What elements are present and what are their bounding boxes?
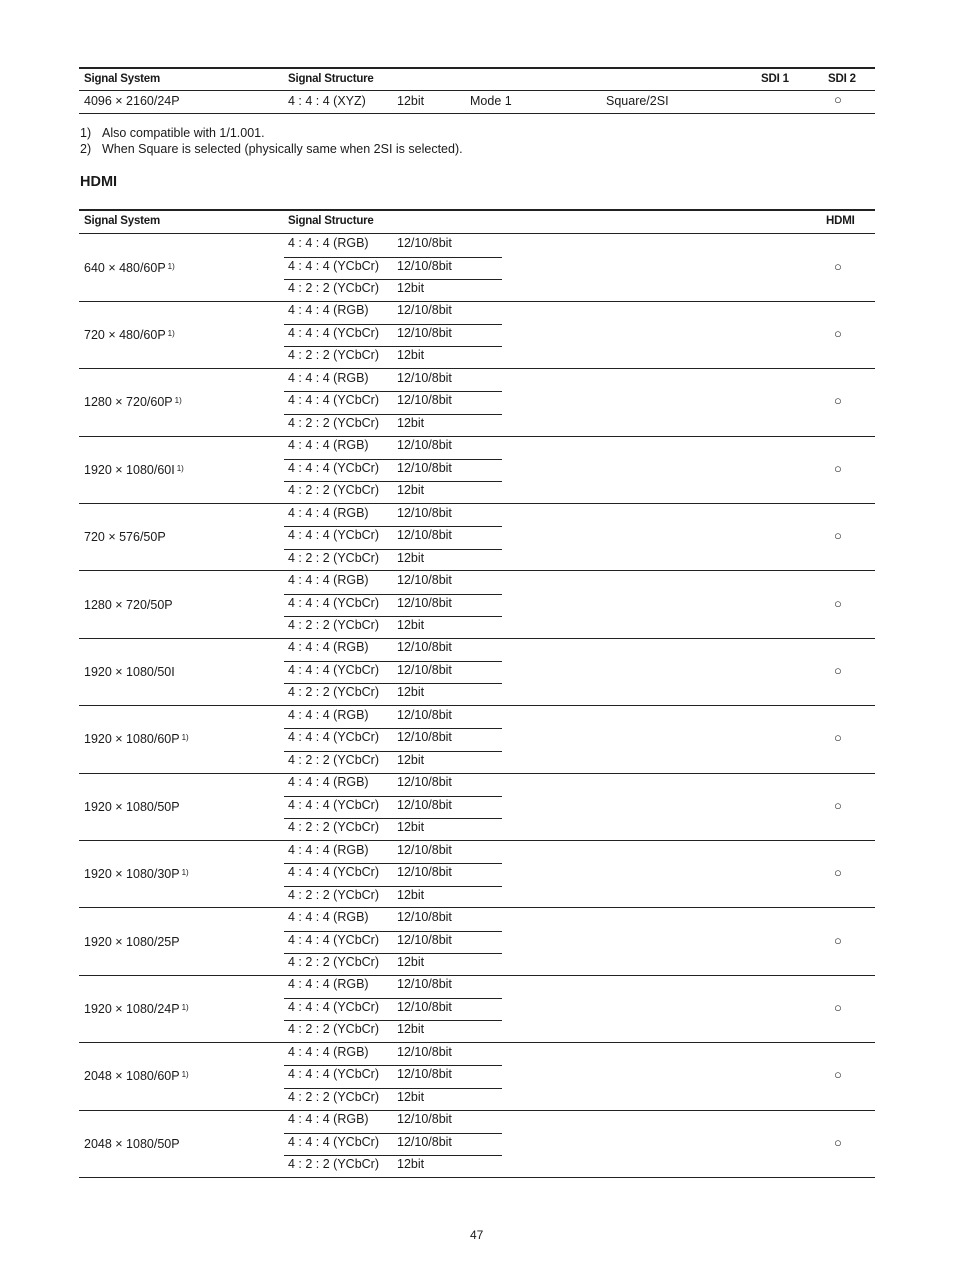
- structure-format: 4 : 2 : 2 (YCbCr): [288, 483, 379, 498]
- structure-format: 4 : 4 : 4 (RGB): [288, 910, 369, 924]
- structure-format: 4 : 4 : 4 (YCbCr): [288, 662, 379, 677]
- signal-system-cell: [84, 866, 189, 884]
- structure-format: 4 : 4 : 4 (YCbCr): [288, 865, 379, 880]
- structure-bits: 12bit: [397, 820, 425, 835]
- structure-format: 4 : 4 : 4 (RGB): [288, 236, 369, 250]
- footnote-ref: 1): [181, 733, 189, 743]
- structure-format: 4 : 2 : 2 (YCbCr): [288, 415, 379, 430]
- structure-bits: 12bit: [397, 955, 425, 969]
- structure-bits: 12/10/8bit: [397, 595, 452, 610]
- structure-bits: 12/10/8bit: [397, 460, 452, 475]
- structure-bits: 12bit: [397, 752, 425, 767]
- table-row: [0, 1110, 954, 1177]
- signal-system-label: 720 × 480/60P: [84, 328, 166, 343]
- table-row: [0, 571, 954, 638]
- table-row: [0, 301, 954, 368]
- sdi-row-transport: Square/2SI: [606, 94, 669, 108]
- hdmi-supported-circle-icon: ○: [834, 528, 842, 544]
- sdi-header-sdi2: SDI 2: [828, 73, 856, 85]
- structure-bits: 12/10/8bit: [397, 325, 452, 340]
- signal-system-label: 1920 × 1080/60I: [84, 462, 175, 477]
- structure-bits: 12/10/8bit: [397, 865, 452, 880]
- structure-bits: 12bit: [397, 550, 425, 565]
- table-row: [0, 1043, 954, 1110]
- signal-system-label: 1920 × 1080/50I: [84, 665, 175, 680]
- structure-format: 4 : 4 : 4 (YCbCr): [288, 1067, 379, 1082]
- footnote-ref: 1): [176, 463, 184, 473]
- table-row: [0, 841, 954, 908]
- structure-format: 4 : 2 : 2 (YCbCr): [288, 685, 379, 700]
- structure-format: 4 : 4 : 4 (RGB): [288, 842, 369, 857]
- signal-system-cell: [84, 394, 182, 412]
- footnote-number: 2): [80, 142, 92, 156]
- structure-format: 4 : 4 : 4 (RGB): [288, 303, 369, 318]
- structure-format: 4 : 2 : 2 (YCbCr): [288, 752, 379, 767]
- structure-bits: 12/10/8bit: [397, 1134, 452, 1149]
- structure-bits: 12/10/8bit: [397, 1112, 452, 1127]
- hdmi-supported-circle-icon: ○: [834, 1134, 842, 1150]
- signal-system-cell: [84, 327, 175, 345]
- structure-format: 4 : 2 : 2 (YCbCr): [288, 1089, 379, 1104]
- signal-system-cell: [84, 1068, 189, 1086]
- signal-system-cell: [84, 529, 166, 545]
- hdmi-header-signal-system: Signal System: [84, 215, 161, 227]
- structure-bits: 12/10/8bit: [397, 393, 452, 408]
- signal-system-label: 720 × 576/50P: [84, 530, 166, 545]
- sdi2-supported-circle-icon: ○: [834, 92, 842, 107]
- structure-format: 4 : 4 : 4 (YCbCr): [288, 797, 379, 812]
- hdmi-header-hdmi: HDMI: [826, 215, 855, 227]
- signal-system-cell: [84, 597, 173, 613]
- structure-bits: 12/10/8bit: [397, 236, 452, 250]
- signal-system-label: 1920 × 1080/30P: [84, 867, 180, 882]
- hdmi-supported-circle-icon: ○: [834, 326, 842, 342]
- structure-format: 4 : 2 : 2 (YCbCr): [288, 887, 379, 902]
- signal-system-label: 640 × 480/60P: [84, 260, 166, 275]
- table-row: [0, 234, 954, 301]
- hdmi-supported-circle-icon: ○: [834, 258, 842, 274]
- structure-bits: 12bit: [397, 281, 425, 295]
- hdmi-section-heading: HDMI: [80, 174, 118, 190]
- structure-format: 4 : 4 : 4 (YCbCr): [288, 932, 379, 947]
- structure-bits: 12/10/8bit: [397, 573, 452, 587]
- structure-bits: 12bit: [397, 618, 425, 632]
- footnote-ref: 1): [181, 1003, 189, 1013]
- structure-bits: 12/10/8bit: [397, 505, 452, 520]
- sdi-header-sdi1: SDI 1: [761, 73, 789, 85]
- structure-bits: 12bit: [397, 415, 425, 430]
- signal-system-cell: [84, 934, 180, 950]
- table-row: [0, 908, 954, 975]
- structure-format: 4 : 4 : 4 (YCbCr): [288, 460, 379, 475]
- structure-format: 4 : 2 : 2 (YCbCr): [288, 618, 379, 632]
- signal-system-cell: [84, 731, 189, 749]
- sdi-header-rule: [79, 90, 875, 91]
- structure-bits: 12/10/8bit: [397, 303, 452, 318]
- signal-system-cell: [84, 1136, 180, 1152]
- structure-format: 4 : 2 : 2 (YCbCr): [288, 1022, 379, 1037]
- structure-bits: 12bit: [397, 348, 425, 363]
- structure-bits: 12bit: [397, 1157, 425, 1172]
- hdmi-supported-circle-icon: ○: [834, 1000, 842, 1016]
- structure-format: 4 : 2 : 2 (YCbCr): [288, 955, 379, 969]
- table-row: [0, 638, 954, 705]
- table-row: [0, 773, 954, 840]
- signal-system-cell: [84, 260, 175, 278]
- sdi-row-bit: 12bit: [397, 94, 425, 108]
- table-row: [0, 504, 954, 571]
- structure-bits: 12/10/8bit: [397, 438, 452, 453]
- footnote-ref: 1): [181, 1070, 189, 1080]
- structure-bits: 12/10/8bit: [397, 370, 452, 385]
- structure-bits: 12/10/8bit: [397, 932, 452, 947]
- structure-bits: 12/10/8bit: [397, 707, 452, 722]
- structure-format: 4 : 4 : 4 (YCbCr): [288, 258, 379, 273]
- row-divider: [79, 1177, 875, 1178]
- structure-format: 4 : 4 : 4 (RGB): [288, 438, 369, 453]
- footnote-text: When Square is selected (physically same when 2SI is selected).: [102, 142, 463, 156]
- structure-bits: 12/10/8bit: [397, 1044, 452, 1059]
- structure-bits: 12bit: [397, 1089, 425, 1104]
- structure-bits: 12/10/8bit: [397, 910, 452, 924]
- sdi-header-signal-structure: Signal Structure: [288, 73, 374, 85]
- structure-bits: 12/10/8bit: [397, 528, 452, 543]
- table-row: [0, 369, 954, 436]
- structure-format: 4 : 4 : 4 (RGB): [288, 640, 369, 655]
- page-number: 47: [470, 1228, 484, 1242]
- hdmi-supported-circle-icon: ○: [834, 1067, 842, 1083]
- structure-bits: 12/10/8bit: [397, 999, 452, 1014]
- hdmi-supported-circle-icon: ○: [834, 663, 842, 679]
- footnote-text: Also compatible with 1/1.001.: [102, 126, 265, 140]
- structure-bits: 12/10/8bit: [397, 258, 452, 273]
- footnote-ref: 1): [174, 396, 182, 406]
- structure-format: 4 : 2 : 2 (YCbCr): [288, 550, 379, 565]
- signal-system-label: 1920 × 1080/50P: [84, 799, 180, 814]
- structure-bits: 12/10/8bit: [397, 730, 452, 745]
- structure-format: 4 : 2 : 2 (YCbCr): [288, 281, 379, 295]
- table-row: [0, 436, 954, 503]
- structure-bits: 12bit: [397, 887, 425, 902]
- hdmi-supported-circle-icon: ○: [834, 460, 842, 476]
- structure-format: 4 : 4 : 4 (RGB): [288, 707, 369, 722]
- structure-format: 4 : 4 : 4 (RGB): [288, 977, 369, 992]
- signal-system-cell: [84, 462, 184, 480]
- structure-format: 4 : 2 : 2 (YCbCr): [288, 820, 379, 835]
- structure-format: 4 : 4 : 4 (RGB): [288, 573, 369, 587]
- structure-format: 4 : 4 : 4 (RGB): [288, 1112, 369, 1127]
- table-row: [0, 975, 954, 1042]
- structure-format: 4 : 4 : 4 (YCbCr): [288, 528, 379, 543]
- signal-system-cell: [84, 799, 180, 815]
- structure-format: 4 : 4 : 4 (YCbCr): [288, 730, 379, 745]
- structure-bits: 12bit: [397, 483, 425, 498]
- sdi-row-mode: Mode 1: [470, 94, 512, 108]
- sdi-row-structure: 4 : 4 : 4 (XYZ): [288, 94, 366, 108]
- structure-format: 4 : 4 : 4 (YCbCr): [288, 1134, 379, 1149]
- structure-format: 4 : 4 : 4 (RGB): [288, 505, 369, 520]
- signal-system-label: 2048 × 1080/50P: [84, 1136, 180, 1151]
- signal-system-cell: [84, 664, 175, 680]
- structure-bits: 12/10/8bit: [397, 842, 452, 857]
- footnote-number: 1): [80, 126, 92, 140]
- structure-bits: 12/10/8bit: [397, 797, 452, 812]
- footnote-ref: 1): [167, 261, 175, 271]
- hdmi-supported-circle-icon: ○: [834, 393, 842, 409]
- structure-bits: 12bit: [397, 685, 425, 700]
- sdi-header-signal-system: Signal System: [84, 73, 161, 85]
- footnote-ref: 1): [181, 868, 189, 878]
- structure-bits: 12/10/8bit: [397, 662, 452, 677]
- structure-bits: 12/10/8bit: [397, 775, 452, 790]
- signal-system-label: 1920 × 1080/24P: [84, 1002, 180, 1017]
- structure-format: 4 : 4 : 4 (YCbCr): [288, 999, 379, 1014]
- sdi-table-top-rule: [79, 67, 875, 69]
- structure-format: 4 : 4 : 4 (YCbCr): [288, 595, 379, 610]
- signal-system-cell: [84, 1001, 189, 1019]
- signal-system-label: 1920 × 1080/25P: [84, 934, 180, 949]
- structure-format: 4 : 4 : 4 (RGB): [288, 1044, 369, 1059]
- signal-system-label: 1920 × 1080/60P: [84, 732, 180, 747]
- hdmi-supported-circle-icon: ○: [834, 865, 842, 881]
- hdmi-header-signal-structure: Signal Structure: [288, 215, 374, 227]
- structure-format: 4 : 4 : 4 (YCbCr): [288, 393, 379, 408]
- structure-format: 4 : 4 : 4 (RGB): [288, 775, 369, 790]
- hdmi-supported-circle-icon: ○: [834, 730, 842, 746]
- table-row: [0, 706, 954, 773]
- structure-format: 4 : 2 : 2 (YCbCr): [288, 348, 379, 363]
- structure-format: 4 : 4 : 4 (RGB): [288, 370, 369, 385]
- structure-bits: 12/10/8bit: [397, 977, 452, 992]
- signal-system-label: 1280 × 720/50P: [84, 597, 173, 612]
- structure-bits: 12/10/8bit: [397, 640, 452, 655]
- hdmi-table-top-rule: [79, 209, 875, 211]
- footnote-ref: 1): [167, 329, 175, 339]
- hdmi-supported-circle-icon: ○: [834, 932, 842, 948]
- signal-system-label: 2048 × 1080/60P: [84, 1069, 180, 1084]
- sdi-row-signal-system: 4096 × 2160/24P: [84, 94, 180, 108]
- structure-bits: 12bit: [397, 1022, 425, 1037]
- signal-system-label: 1280 × 720/60P: [84, 395, 173, 410]
- structure-bits: 12/10/8bit: [397, 1067, 452, 1082]
- sdi-table-bottom-rule: [79, 113, 875, 114]
- structure-format: 4 : 4 : 4 (YCbCr): [288, 325, 379, 340]
- structure-format: 4 : 2 : 2 (YCbCr): [288, 1157, 379, 1172]
- hdmi-supported-circle-icon: ○: [834, 595, 842, 611]
- hdmi-supported-circle-icon: ○: [834, 797, 842, 813]
